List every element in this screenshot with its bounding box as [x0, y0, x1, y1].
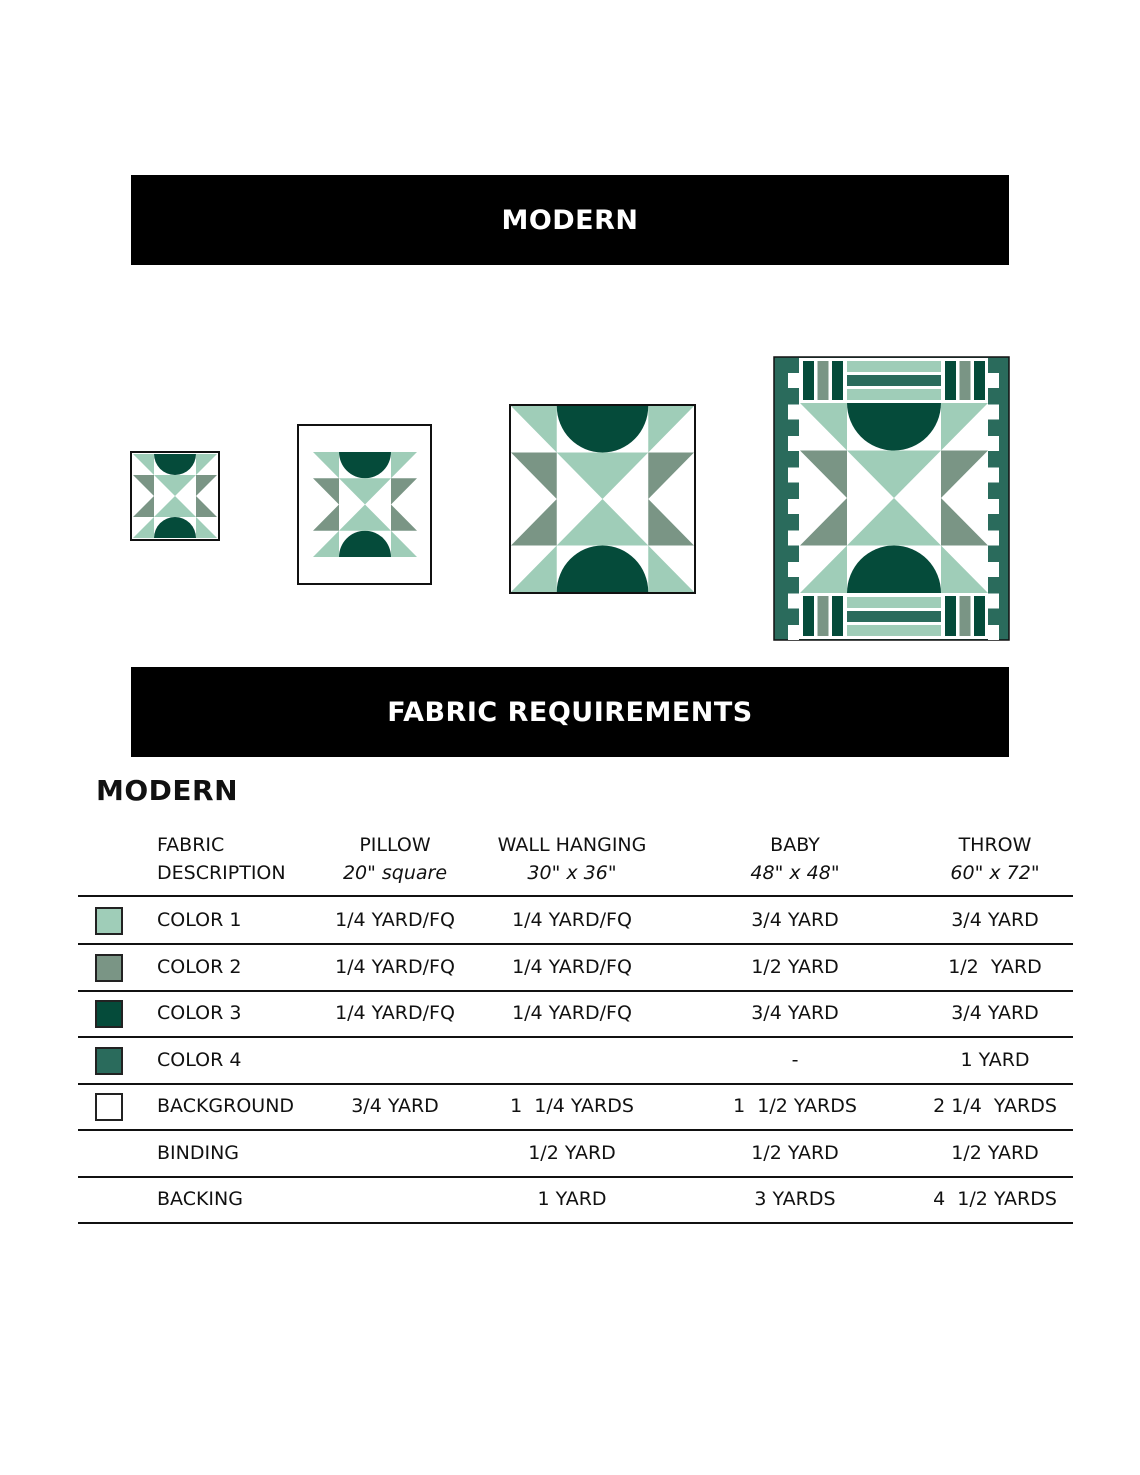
banner-title: FABRIC REQUIREMENTS [387, 696, 753, 728]
header-size: 60" x 72" [950, 862, 1040, 884]
table-row [78, 990, 1073, 1038]
throw-amount: 1/2 YARD [948, 955, 1042, 978]
color-swatch [95, 1000, 123, 1028]
baby-amount: 3/4 YARD [751, 909, 839, 931]
table-row [78, 1130, 1073, 1178]
band-bar [974, 596, 985, 636]
throw-amount: 3/4 YARD [951, 909, 1039, 931]
baby-amount: 3/4 YARD [751, 1002, 839, 1024]
baby-amount: 1/2 YARD [751, 1141, 839, 1164]
border-notch [988, 468, 999, 483]
fabric-label: COLOR 3 [157, 1002, 242, 1024]
quilt-block [133, 454, 217, 538]
border-notch [788, 499, 799, 514]
band-bar [832, 596, 843, 636]
band-stripe [847, 625, 941, 636]
throw-amount: 2 1/4 YARDS [933, 1095, 1057, 1117]
fabric-label: COLOR 1 [157, 909, 242, 931]
header-line: DESCRIPTION [157, 862, 286, 884]
header-size: 30" x 36" [527, 862, 617, 884]
wall-hanging-amount: 1/4 YARD/FQ [512, 955, 632, 978]
baby-amount: 1 1/2 YARDS [733, 1095, 857, 1117]
band-stripe [847, 361, 941, 372]
border-notch [788, 405, 799, 420]
modern-banner [131, 175, 1009, 265]
border-notch [988, 373, 999, 388]
color-swatch [95, 907, 123, 935]
header-line: THROW [958, 834, 1032, 856]
header-line: BABY [770, 834, 820, 856]
pillow-amount: 1/4 YARD/FQ [335, 909, 455, 931]
band-bar [974, 361, 985, 400]
fabric-label: BINDING [157, 1141, 240, 1164]
header-line: PILLOW [359, 834, 431, 856]
border-notch [788, 436, 799, 451]
table-row [78, 1037, 1073, 1085]
border-notch [988, 594, 999, 609]
band-stripe [847, 375, 941, 386]
border-notch [788, 468, 799, 483]
wall-hanging-quilt-preview [509, 404, 696, 594]
color-swatch [95, 954, 123, 982]
band-bar [803, 361, 814, 400]
band-bar [945, 596, 956, 636]
band-bar [803, 596, 814, 636]
header-size: 20" square [342, 862, 448, 884]
throw-amount: 4 1/2 YARDS [933, 1188, 1057, 1210]
color-swatch [95, 1047, 123, 1075]
header-throw [885, 831, 1105, 887]
header-wall-hanging [462, 831, 682, 887]
baby-amount: - [791, 1048, 799, 1071]
band-bar [832, 361, 843, 400]
table-row [78, 897, 1073, 945]
band-bar [818, 596, 829, 636]
header-fabric [157, 831, 286, 887]
block-quilt-preview [130, 451, 220, 541]
section-title: MODERN [96, 774, 239, 807]
wall-hanging-amount: 1 1/4 YARDS [510, 1095, 634, 1117]
wall-hanging-amount [462, 1037, 682, 1083]
quilt-block [511, 406, 694, 592]
fabric-label: COLOR 2 [157, 955, 242, 978]
border-notch [788, 562, 799, 577]
wall-hanging-amount: 1 YARD [537, 1188, 607, 1210]
border-notch [988, 405, 999, 420]
quilt-block [800, 403, 988, 593]
border-notch [788, 373, 799, 388]
border-notch [788, 531, 799, 546]
header-line: FABRIC [157, 834, 225, 856]
band-stripe [847, 389, 941, 400]
border-notch [988, 562, 999, 577]
fabric-requirements-banner [131, 667, 1009, 757]
band-bar [818, 361, 829, 400]
throw-amount: 3/4 YARD [951, 1002, 1039, 1024]
band-bar [945, 361, 956, 400]
band-stripe [847, 611, 941, 622]
throw-amount: 1 YARD [960, 1048, 1030, 1071]
border-notch [788, 594, 799, 609]
quilt-block [313, 452, 417, 557]
pillow-quilt-preview [297, 424, 432, 585]
color-swatch [95, 1093, 123, 1121]
fabric-label: BACKING [157, 1188, 243, 1210]
pillow-amount: 1/4 YARD/FQ [335, 1002, 455, 1024]
border-notch [988, 531, 999, 546]
band-bar [960, 361, 971, 400]
band-bar [960, 596, 971, 636]
header-line: WALL HANGING [497, 834, 647, 856]
wall-hanging-amount: 1/2 YARD [528, 1141, 616, 1164]
banner-title: MODERN [501, 204, 639, 236]
header-baby [685, 831, 905, 887]
pillow-amount: 3/4 YARD [351, 1095, 439, 1117]
throw-amount: 1/2 YARD [951, 1141, 1039, 1164]
table-row [78, 944, 1073, 992]
baby-amount: 3 YARDS [754, 1188, 836, 1210]
wall-hanging-amount: 1/4 YARD/FQ [512, 909, 632, 931]
throw-quilt-preview [773, 356, 1010, 641]
border-notch [988, 625, 999, 640]
wall-hanging-amount: 1/4 YARD/FQ [512, 1002, 632, 1024]
band-stripe [847, 597, 941, 608]
fabric-label: COLOR 4 [157, 1048, 242, 1071]
table-row [78, 1083, 1073, 1131]
baby-amount: 1/2 YARD [751, 955, 839, 978]
border-notch [788, 625, 799, 640]
border-notch [988, 436, 999, 451]
header-size: 48" x 48" [750, 862, 840, 884]
fabric-label: BACKGROUND [157, 1095, 295, 1117]
table-row [78, 1176, 1073, 1224]
border-notch [988, 499, 999, 514]
pillow-amount: 1/4 YARD/FQ [335, 955, 455, 978]
